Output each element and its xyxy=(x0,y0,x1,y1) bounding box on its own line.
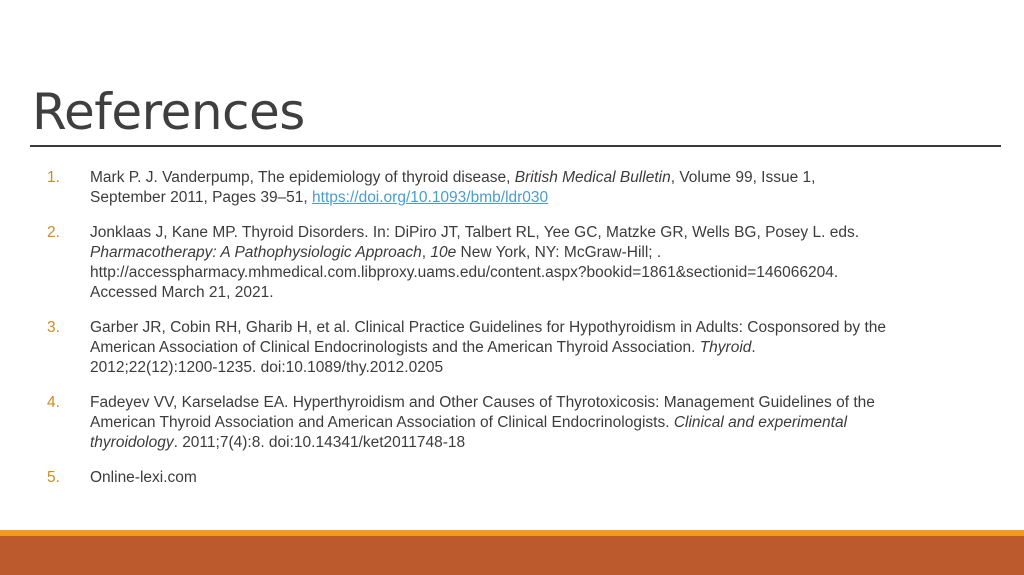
reference-item-1 xyxy=(0,168,1000,208)
reference-line xyxy=(90,338,970,358)
reference-text: , xyxy=(421,244,431,261)
journal-name: British Medical Bulletin xyxy=(514,169,671,186)
slide-title: References xyxy=(32,83,305,141)
reference-line: Online-lexi.com xyxy=(90,469,197,486)
reference-url: http://accesspharmacy.mhmedical.com.libproxy.uams.edu/content.aspx?bookid=1861&sectionid=146066204. xyxy=(90,264,839,281)
doi-link[interactable]: https://doi.org/10.1093/bmb/ldr030 xyxy=(312,189,549,206)
footer-band xyxy=(0,536,1024,575)
reference-item-5 xyxy=(0,468,1000,488)
reference-line: Jonklaas J, Kane MP. Thyroid Disorders. In: DiPiro JT, Talbert RL, Yee GC, Matzke GR, Wells BG, Posey L. eds. xyxy=(90,224,860,241)
reference-line: Garber JR, Cobin RH, Gharib H, et al. Clinical Practice Guidelines for Hypothyroidism in Adults: Cosponsored by the xyxy=(90,319,887,336)
reference-text: . xyxy=(751,339,756,356)
reference-text: American Thyroid Association and American Association of Clinical Endocrinologists. xyxy=(90,414,674,431)
reference-item-3 xyxy=(0,318,1000,378)
reference-number: 5. xyxy=(47,469,60,486)
reference-line: Accessed March 21, 2021. xyxy=(90,284,274,301)
reference-text: American Association of Clinical Endocrinologists and the American Thyroid Association. xyxy=(90,339,700,356)
reference-text: New York, NY: McGraw-Hill; . xyxy=(456,244,662,261)
reference-list xyxy=(0,168,1000,503)
reference-text: , Volume 99, Issue 1, xyxy=(670,169,816,186)
reference-text: September 2011, Pages 39–51, xyxy=(90,189,313,206)
reference-number: 3. xyxy=(47,319,60,336)
reference-number: 1. xyxy=(47,169,60,186)
reference-text: Mark P. J. Vanderpump, The epidemiology of thyroid disease, xyxy=(90,169,515,186)
journal-name: thyroidology xyxy=(90,434,174,451)
reference-line: Fadeyev VV, Karseladse EA. Hyperthyroidism and Other Causes of Thyrotoxicosis: Management Guidelines of the xyxy=(90,394,875,411)
journal-name: Thyroid xyxy=(699,339,752,356)
reference-line: 2012;22(12):1200-1235. doi:10.1089/thy.2012.0205 xyxy=(90,359,444,376)
reference-line xyxy=(90,168,970,188)
reference-item-2 xyxy=(0,223,1000,303)
reference-line xyxy=(90,188,970,208)
title-divider xyxy=(30,145,1001,147)
reference-number: 4. xyxy=(47,394,60,411)
edition: 10e xyxy=(430,244,457,261)
book-title: Pharmacotherapy: A Pathophysiologic Approach xyxy=(90,244,422,261)
reference-line xyxy=(90,433,970,453)
journal-name: Clinical and experimental xyxy=(673,414,848,431)
reference-line xyxy=(90,413,970,433)
reference-text: . 2011;7(4):8. doi:10.14341/ket2011748-18 xyxy=(173,434,466,451)
reference-number: 2. xyxy=(47,224,60,241)
reference-line xyxy=(90,243,970,263)
reference-item-4 xyxy=(0,393,1000,453)
